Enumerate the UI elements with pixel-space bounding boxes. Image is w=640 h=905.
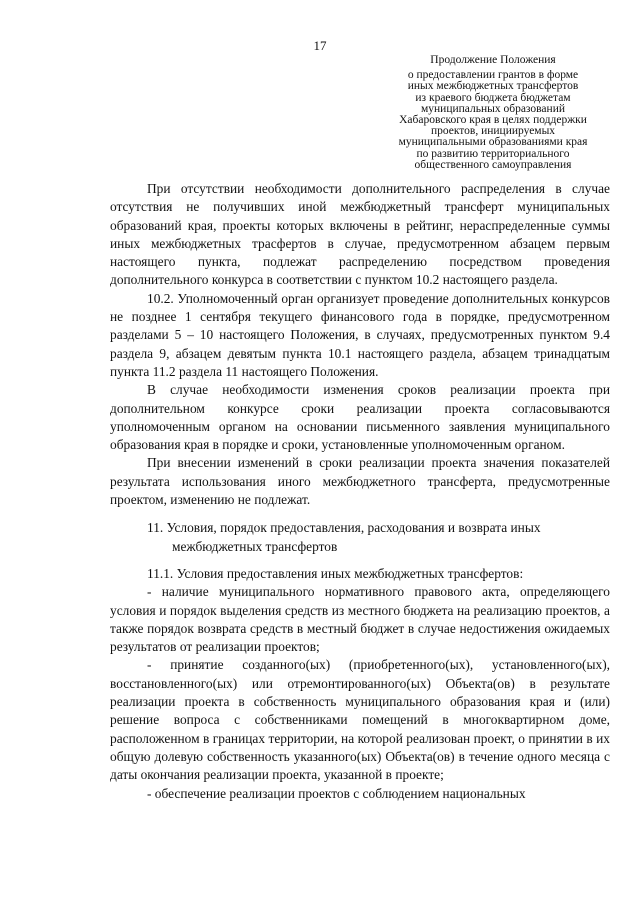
header-line: по развитию территориального — [416, 147, 570, 160]
header-continuation: Продолжение Положения — [430, 54, 556, 66]
document-body — [110, 180, 610, 803]
header-line: муниципальными образованиями края — [398, 136, 588, 149]
page-number: 17 — [313, 38, 327, 53]
paragraph: При внесении изменений в сроки реализации проекта значения показателей результата использования иного межбюджетного трансферта, предусмотренные проектом, изменению не подлежат. — [110, 455, 610, 508]
header-line: иных межбюджетных трансфертов — [407, 80, 579, 93]
header-line: Хабаровского края в целях поддержки — [399, 114, 587, 127]
paragraph: 11.1. Условия предоставления иных межбюджетных трансфертов: — [147, 565, 524, 581]
header-line: общественного самоуправления — [414, 158, 572, 171]
header-line: о предоставлении грантов в форме — [407, 69, 579, 82]
section-heading: 11. Условия, порядок предоставления, расходования и возврата иных межбюджетных трансфертов — [147, 520, 541, 554]
header-line: из краевого бюджета бюджетам — [415, 91, 571, 104]
list-item: - принятие созданного(ых) (приобретенного(ых), установленного(ых), восстановленного(ых) или отремонтированного(ых) Объекта(ов) в результате реализации проекта в собственность муниципального образования края и (или) решение вопроса с собственниками помещений в многоквартирном доме, расположенном в границах территории, на которой реализован проект, о принятии в их общую долевую собственность указанного(ых) Объекта(ов) в течение одного месяца с даты окончания реализации проекта, указанной в проекте; — [110, 657, 610, 783]
paragraph: В случае необходимости изменения сроков реализации проекта при дополнительном конкурсе сроки реализации проекта согласовываются уполномоченным органом на основании письменного заявления муниципального образования края в порядке и сроки, установленные уполномоченным органом. — [110, 382, 610, 453]
document-header — [378, 55, 608, 171]
paragraph: При отсутствии необходимости дополнительного распределения в случае отсутствия не получивших иной межбюджетный трансферт муниципальных образований края, проекты которых включены в рейтинг, нераспределенные суммы иных межбюджетных трасфертов в случае, предусмотренном абзацем первым настоящего пункта, подлежат распределению посредством проведения дополнительного конкурса в соответствии с пунктом 10.2 настоящего раздела. — [110, 181, 610, 288]
list-item: - наличие муниципального нормативного правового акта, определяющего условия и порядок выделения средств из местного бюджета на реализацию проектов, а также порядок возврата средств в местный бюджет в случае недостижения ожидаемых результатов от реализации проектов; — [110, 584, 610, 655]
header-line: муниципальных образований — [420, 102, 566, 115]
header-line: проектов, инициируемых — [430, 125, 556, 138]
list-item: - обеспечение реализации проектов с соблюдением национальных — [147, 785, 526, 801]
paragraph: 10.2. Уполномоченный орган организует проведение дополнительных конкурсов не позднее 1 сентября текущего финансового года в порядке, предусмотренном разделами 5 – 10 настоящего Положения, в случаях, предусмотренных пунктом 9.4 раздела 9, абзацем девятым пункта 10.1 настоящего раздела, абзацем тринадцатым пункта 11.2 раздела 11 настоящего Положения. — [110, 290, 610, 379]
